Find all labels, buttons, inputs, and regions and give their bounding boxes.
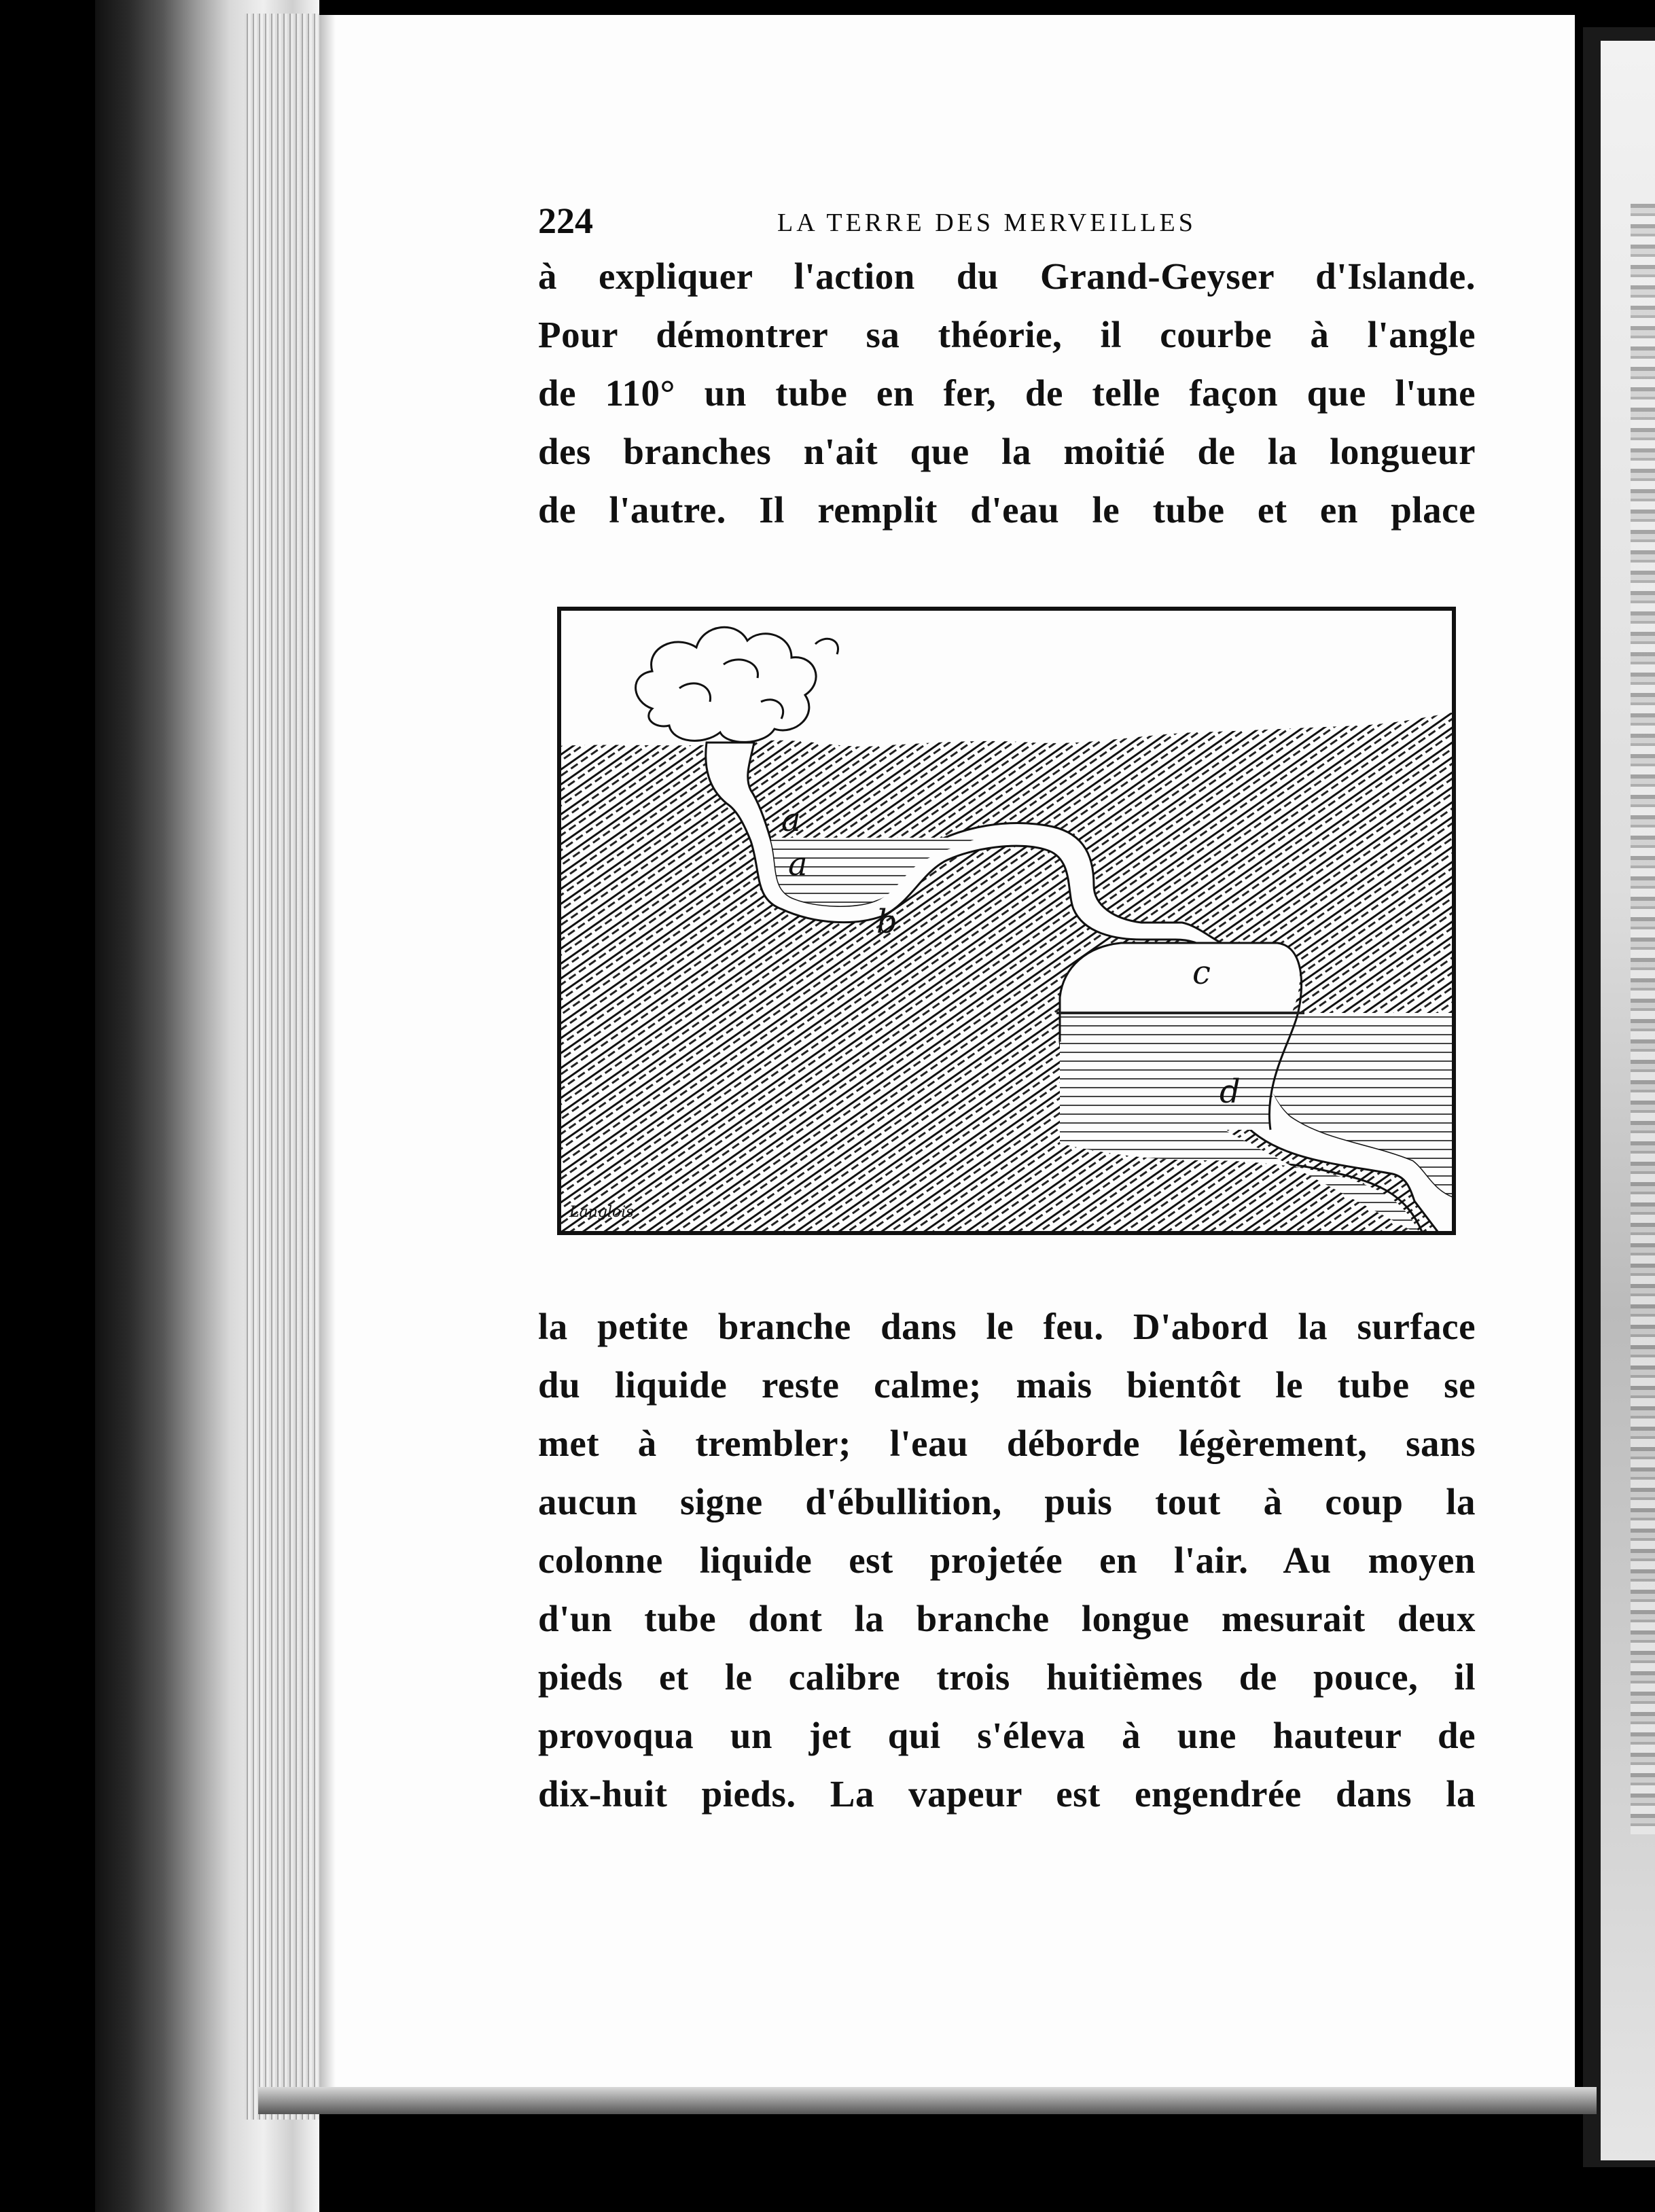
text-line: met à trembler; l'eau déborde légèrement, sans bbox=[538, 1423, 1476, 1464]
page-gutter-shadow bbox=[319, 15, 336, 2087]
text-line: dix-huit pieds. La vapeur est engendrée dans la bbox=[538, 1773, 1476, 1815]
text-line: aucun signe d'ébullition, puis tout à coup la bbox=[538, 1481, 1476, 1522]
text-line: Pour démontrer sa théorie, il courbe à l'angle bbox=[538, 314, 1476, 355]
text-line: colonne liquide est projetée en l'air. Au moyen bbox=[538, 1539, 1476, 1581]
label-a: a bbox=[781, 801, 801, 839]
text-line: la petite branche dans le feu. D'abord la surface bbox=[538, 1306, 1476, 1347]
label-b: b bbox=[876, 903, 897, 941]
label-a-lower: a bbox=[788, 845, 808, 883]
running-title: LA TERRE DES MERVEILLES bbox=[777, 209, 1196, 237]
page-stack-edges bbox=[245, 14, 319, 2120]
facing-page-texture bbox=[1631, 204, 1655, 1834]
page-number: 224 bbox=[538, 200, 593, 241]
label-d: d bbox=[1220, 1073, 1241, 1111]
text-line: de 110° un tube en fer, de telle façon que l'une bbox=[538, 372, 1476, 414]
text-line: provoqua un jet qui s'éleva à une hauteur de bbox=[538, 1715, 1476, 1756]
text-line: de l'autre. Il remplit d'eau le tube et en place bbox=[538, 489, 1476, 531]
page-header bbox=[538, 200, 1476, 245]
book-bottom-edge bbox=[258, 2087, 1597, 2114]
text-line: d'un tube dont la branche longue mesurait deux bbox=[538, 1598, 1476, 1639]
label-c: c bbox=[1192, 954, 1211, 992]
text-line: pieds et le calibre trois huitièmes de pouce, il bbox=[538, 1656, 1476, 1698]
text-line: du liquide reste calme; mais bientôt le tube se bbox=[538, 1364, 1476, 1406]
text-line: à expliquer l'action du Grand-Geyser d'Islande. bbox=[538, 255, 1476, 297]
illustrator-signature: Langlois bbox=[569, 1204, 634, 1221]
text-line: des branches n'ait que la moitié de la longueur bbox=[538, 431, 1476, 472]
geyser-illustration bbox=[557, 607, 1456, 1235]
